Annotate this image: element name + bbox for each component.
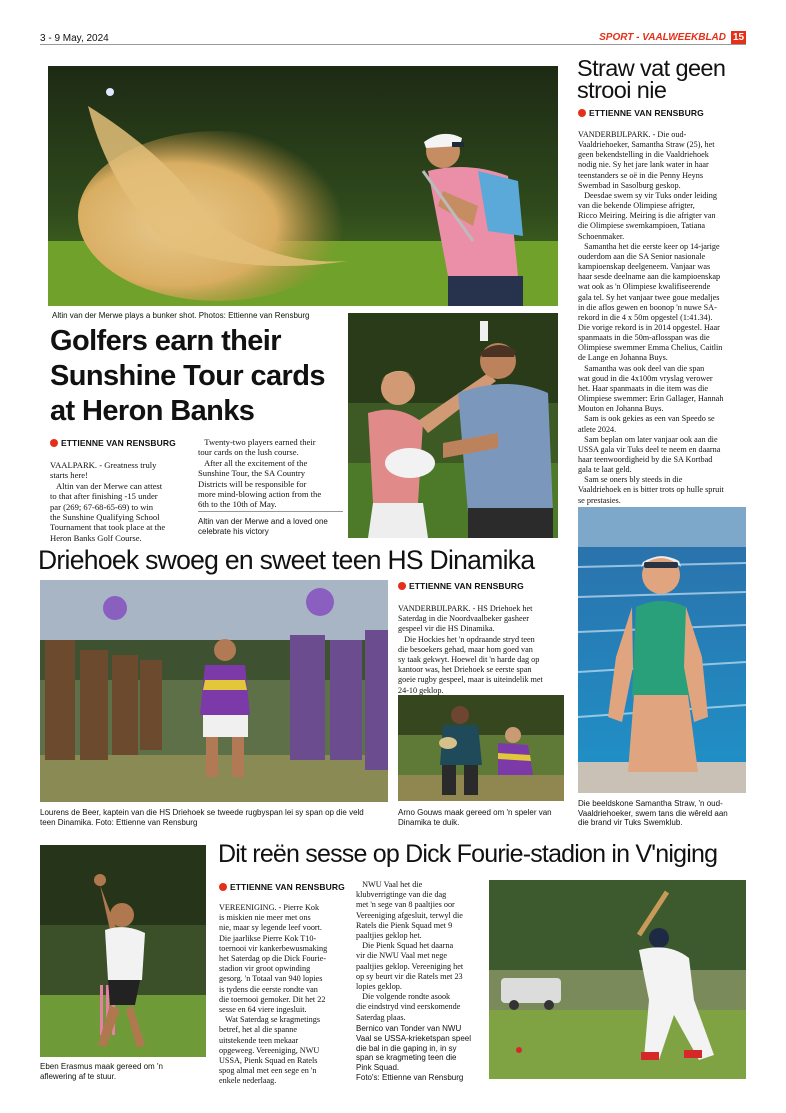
text-line: nodig nie. Sy het jare lank water in haar bbox=[578, 160, 709, 170]
golf-byline-text: ETTIENNE VAN RENSBURG bbox=[61, 438, 176, 448]
text-line: VAALPARK. - Greatness truly bbox=[50, 460, 157, 470]
text-line: Ratels die Pienk Squad met 9 bbox=[356, 920, 453, 930]
text-line: Die volgende rondte asook bbox=[356, 992, 451, 1002]
text-line: de Lange en Johanna Buys. bbox=[578, 353, 668, 363]
text-line: haar sesde deelname aan die kampioenskap bbox=[578, 272, 721, 282]
rugby-article-body bbox=[398, 604, 568, 696]
text-line: Districts will be responsible for bbox=[198, 478, 307, 489]
swimmer-caption bbox=[578, 799, 753, 828]
caption-line: celebrate his victory bbox=[198, 526, 269, 536]
caption-line: Die beeldskone Samantha Straw, 'n oud- bbox=[578, 799, 723, 808]
text-line: enkele nederlaag. bbox=[219, 1076, 277, 1086]
cricket-byline bbox=[219, 882, 345, 892]
text-line: tour cards on the lush course. bbox=[198, 447, 299, 458]
rugby-tackle-photo bbox=[398, 695, 564, 801]
text-line: gala te laat geld. bbox=[578, 465, 632, 475]
text-line: Saterdag plaas. bbox=[356, 1012, 406, 1022]
text-line: Tournament that took place at the bbox=[50, 522, 166, 533]
cricket-byline-text: ETTIENNE VAN RENSBURG bbox=[230, 882, 345, 892]
rugby-byline-text: ETTIENNE VAN RENSBURG bbox=[409, 581, 524, 591]
swim-byline-text: ETTIENNE VAN RENSBURG bbox=[589, 108, 704, 118]
bullet-dot-icon bbox=[398, 582, 406, 590]
bullet-dot-icon bbox=[578, 109, 586, 117]
text-line: die toernooi gemoker. Dit het 22 bbox=[219, 994, 326, 1004]
text-line: in die aflos gewen en boonop 'n nuwe SA- bbox=[578, 302, 717, 312]
text-line: die besoekers gehad, maar hom goed van bbox=[398, 644, 533, 654]
text-line: kampioenskap deelgeneem. Vanjaar was bbox=[578, 262, 711, 272]
caption-line: aflewering af te stuur. bbox=[40, 1071, 117, 1081]
swim-byline bbox=[578, 108, 704, 118]
text-line: wat goud in die 4x100m vryslag verower bbox=[578, 373, 713, 383]
text-line: par (269; 67-68-65-69) to win bbox=[50, 501, 154, 512]
text-line: Ricco Meiring. Meiring is die afrigter van bbox=[578, 211, 716, 221]
golf-column-1 bbox=[50, 460, 198, 543]
bowler-caption bbox=[40, 1062, 210, 1081]
text-line: klubverrigtinge van die dag bbox=[356, 890, 447, 900]
cricket-column-2 bbox=[356, 880, 486, 1023]
text-line: atlete 2024. bbox=[578, 424, 617, 434]
text-line: Sam is ook gekies as een van Speedo se bbox=[578, 414, 715, 424]
text-line: betref, het al die spanne bbox=[219, 1025, 297, 1035]
bowler-photo bbox=[40, 845, 206, 1057]
text-line: se prestasies. bbox=[578, 495, 621, 505]
page-number: 15 bbox=[732, 32, 745, 43]
text-line: Bernico van Tonder van NWU bbox=[356, 1024, 462, 1033]
text-line: is tydens die eerste rondte van bbox=[219, 984, 318, 994]
text-line: VANDERBIJLPARK. - HS Driehoek het bbox=[398, 604, 533, 613]
text-line: uitstekende teen mekaar bbox=[219, 1035, 299, 1045]
text-line: more mind-blowing action from the bbox=[198, 489, 322, 500]
rugby-headline: Driehoek swoeg en sweet teen HS Dinamika bbox=[38, 545, 535, 575]
text-line: ouderdom aan die SA Senior nasionale bbox=[578, 251, 706, 261]
text-line: VANDERBIJLPARK. - Die oud- bbox=[578, 130, 687, 139]
swimmer-photo bbox=[578, 507, 746, 793]
text-line: span se kragmeting teen die bbox=[356, 1053, 457, 1063]
caption-line: die brand vir Tuks Swemklub. bbox=[578, 818, 683, 828]
text-line: Wat Saterdag se kragmetings bbox=[219, 1015, 321, 1025]
celebration-caption bbox=[198, 517, 346, 536]
text-line: paaltjies geklop het. bbox=[356, 931, 422, 941]
batsman-caption bbox=[356, 1024, 486, 1083]
text-line: goeie rugby gespeel, maar is uiteindelik met bbox=[398, 675, 543, 685]
cricket-column-1 bbox=[219, 903, 354, 1087]
text-line: gesorg. 'n Totaal van 940 lopies bbox=[219, 974, 323, 984]
golf-column-2 bbox=[198, 437, 348, 510]
text-line: toernooi vir kankerbewusmaking bbox=[219, 943, 328, 953]
text-line: wat ook as 'n Olimpiese kwalifiseerende bbox=[578, 282, 711, 292]
text-line: Swembad in Sasolburg geskop. bbox=[578, 180, 681, 190]
swim-headline-line: Straw vat geen bbox=[577, 55, 726, 81]
text-line: Saterdag in die Noordvaalbeker gasheer bbox=[398, 614, 529, 624]
caption-line: Eben Erasmus maak gereed om 'n bbox=[40, 1062, 163, 1071]
text-line: NWU Vaal het die bbox=[356, 880, 423, 889]
golf-headline-line: Golfers earn their bbox=[50, 325, 281, 357]
bunker-photo-caption: Altin van der Merwe plays a bunker shot. Photos: Ettienne van Rensburg bbox=[52, 311, 310, 320]
text-line: Die Pienk Squad het daarna bbox=[356, 941, 454, 951]
header-rule bbox=[40, 44, 746, 45]
text-line: 6th to the 10th of May. bbox=[198, 499, 277, 510]
text-line: Vaaldriehoek en is bitter trots op hulle spruit bbox=[578, 485, 724, 495]
text-line: met 'n sege van 8 paaltjies oor bbox=[356, 900, 455, 910]
rugby-tackle-caption bbox=[398, 808, 573, 827]
caption-rule bbox=[198, 511, 343, 512]
text-line: Deesdae swem sy vir Tuks onder leiding bbox=[578, 190, 717, 200]
bullet-dot-icon bbox=[50, 439, 58, 447]
text-line: Sam se oners bly steeds in die bbox=[578, 475, 683, 485]
text-line: gespeel vir die HS Dinamika. bbox=[398, 624, 495, 634]
text-line: Vereeniging afgesluit, terwyl die bbox=[356, 910, 463, 920]
text-line: to that after finishing -15 under bbox=[50, 491, 158, 502]
text-line: Olimpiese swemmer Emma Chelius, Caitlin bbox=[578, 343, 723, 353]
golf-headline-line: Sunshine Tour cards bbox=[50, 360, 325, 392]
swim-headline-line: strooi nie bbox=[577, 77, 667, 103]
rugby-tunnel-photo bbox=[40, 580, 388, 802]
text-line: nie, maar sy legende leef voort. bbox=[219, 923, 322, 933]
text-line: haar teenwoordigheid by die SA Kortbad bbox=[578, 455, 713, 464]
golf-headline bbox=[50, 324, 345, 429]
text-line: geen bekendstelling in die Vaaldriehoek bbox=[578, 150, 709, 160]
text-line: Pink Squad. bbox=[356, 1063, 400, 1073]
caption-line: Lourens de Beer, kaptein van die HS Driehoek se tweede rugbyspan lei sy span op die veld bbox=[40, 808, 364, 817]
text-line: stadion vir groot opwinding bbox=[219, 964, 311, 974]
text-line: sy taak gekwyt. Hoewel dit 'n harde dag op bbox=[398, 655, 540, 665]
text-line: die bal in die gaping in, in sy bbox=[356, 1043, 457, 1053]
bunker-shot-photo bbox=[48, 66, 558, 306]
text-line: After all the excitement of the bbox=[198, 457, 308, 468]
issue-date: 3 - 9 May, 2024 bbox=[40, 33, 109, 44]
text-line: USSA gala vir Tuks deel te neem en daarna bbox=[578, 444, 721, 454]
text-line: Foto's: Ettienne van Rensburg bbox=[356, 1072, 464, 1082]
text-line: Schoenmaker. bbox=[578, 231, 625, 241]
text-line: spanmaats in die 50m-aflosspan was die bbox=[578, 333, 710, 343]
text-line: het Saterdag op die Dick Fourie- bbox=[219, 954, 327, 964]
text-line: die eindstryd vind eerskomende bbox=[356, 1002, 461, 1012]
text-line: Die jaarlikse Pierre Kok T10- bbox=[219, 933, 317, 943]
text-line: het. Haar spanmaats in die item was die bbox=[578, 383, 709, 393]
swim-article-body bbox=[578, 130, 748, 506]
caption-line: Vaaldriehoeker, swem tans die wêreld aan bbox=[578, 808, 728, 818]
text-line: is miskien nie meer met ons bbox=[219, 913, 311, 923]
text-line: paaltjies geklop. Vereeniging het bbox=[356, 961, 464, 971]
swim-headline bbox=[577, 57, 757, 101]
text-line: Twenty-two players earned their bbox=[198, 437, 316, 447]
caption-line: Altin van der Merwe and a loved one bbox=[198, 517, 328, 526]
text-line: Heron Banks Golf Course. bbox=[50, 532, 142, 543]
text-line: op sy beurt vir die Ratels met 23 bbox=[356, 971, 463, 981]
text-line: spog almal met een sege en 'n bbox=[219, 1066, 317, 1076]
text-line: Vaal se USSA-krieketspan speel bbox=[356, 1033, 472, 1043]
text-line: USSA, Pienk Squad en Ratels bbox=[219, 1056, 318, 1066]
text-line: Samantha was ook deel van die span bbox=[578, 363, 705, 373]
rugby-byline bbox=[398, 581, 524, 591]
text-line: kantoor was, het Driehoek se eerste span bbox=[398, 665, 532, 675]
text-line: Die vorige rekord is in 2014 opgestel. Haar bbox=[578, 322, 720, 332]
text-line: Sam beplan om later vanjaar ook aan die bbox=[578, 434, 718, 444]
caption-line: Arno Gouws maak gereed om 'n speler van bbox=[398, 808, 552, 817]
golf-byline bbox=[50, 438, 176, 448]
caption-line: Dinamika te duik. bbox=[398, 817, 460, 827]
cricket-headline: Dit reën sesse op Dick Fourie-stadion in V'niging bbox=[218, 840, 718, 868]
text-line: gala tel. Sy het vanjaar twee goue medaljes bbox=[578, 292, 720, 302]
text-line: lopies geklop. bbox=[356, 982, 402, 992]
text-line: Altin van der Merwe can attest bbox=[50, 480, 163, 491]
text-line: sesse en 64 viere ingesluit. bbox=[219, 1005, 307, 1015]
caption-line: teen Dinamika. Foto: Ettienne van Rensburg bbox=[40, 817, 198, 827]
text-line: Sunshine Tour, the SA Country bbox=[198, 468, 306, 479]
celebration-photo bbox=[348, 313, 558, 538]
bullet-dot-icon bbox=[219, 883, 227, 891]
section-label: SPORT - VAALWEEKBLAD bbox=[599, 32, 726, 43]
text-line: Olimpiese swemmer: Erin Gallager, Hannah bbox=[578, 394, 724, 404]
text-line: starts here! bbox=[50, 470, 88, 481]
text-line: teenstanders se oë in die Penny Heyns bbox=[578, 170, 704, 180]
text-line: Samantha het die eerste keer op 14-jarige bbox=[578, 241, 720, 251]
batsman-photo bbox=[489, 880, 746, 1079]
text-line: vir die NWU Vaal met nege bbox=[356, 951, 448, 961]
text-line: die Olimpiese swemkampioen, Tatiana bbox=[578, 221, 706, 231]
text-line: Die Hockies het 'n opdraande stryd teen bbox=[398, 634, 535, 644]
text-line: van die bekende Olimpiese afrigter, bbox=[578, 201, 695, 211]
golf-headline-line: at Heron Banks bbox=[50, 395, 255, 427]
text-line: rekord in die 4 x 50m opgestel (1:41.34). bbox=[578, 312, 713, 322]
text-line: the Sunshine Qualifying School bbox=[50, 512, 160, 523]
text-line: VEREENIGING. - Pierre Kok bbox=[219, 903, 320, 912]
text-line: Mouton en Johanna Buys. bbox=[578, 404, 664, 414]
text-line: opgeweeg. Vereeniging, NWU bbox=[219, 1045, 320, 1055]
rugby-tunnel-caption bbox=[40, 808, 400, 827]
text-line: 24-10 geklop. bbox=[398, 685, 444, 695]
text-line: Vaaldriehoeker, Samantha Straw (25), het bbox=[578, 140, 715, 150]
